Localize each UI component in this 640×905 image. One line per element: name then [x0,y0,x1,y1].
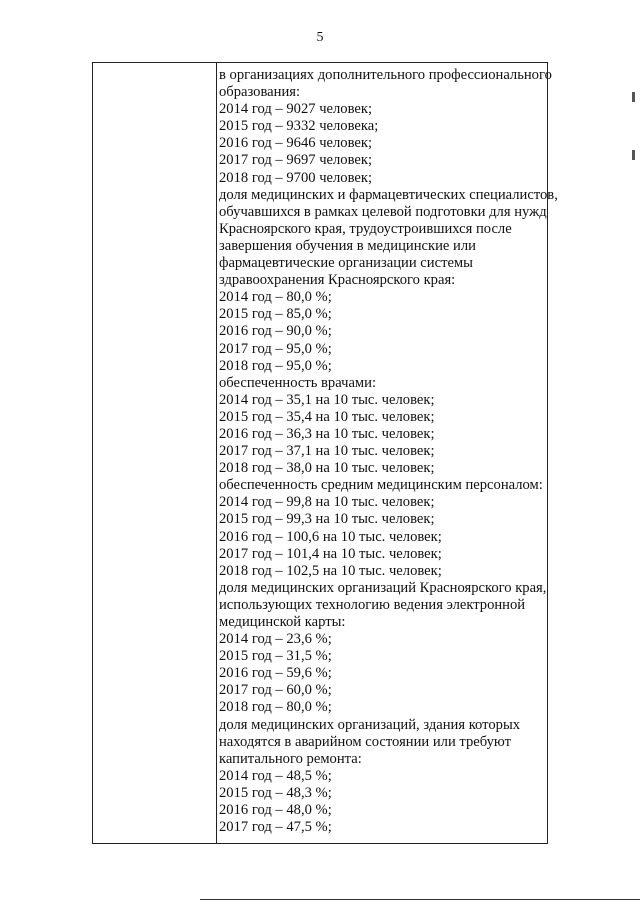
text-line: 2014 год – 9027 человек; [219,101,373,118]
text-line: 2015 год – 35,4 на 10 тыс. человек; [219,408,435,425]
text-line: 2018 год – 38,0 на 10 тыс. человек; [219,460,435,477]
text-line: 2016 год – 9646 человек; [219,135,373,152]
text-line: 2018 год – 9700 человек; [219,169,373,186]
text-line: 2016 год – 36,3 на 10 тыс. человек; [219,425,435,442]
scan-edge-mark [632,150,635,160]
text-line: 2015 год – 31,5 %; [219,648,332,665]
text-line: 2014 год – 23,6 %; [219,631,332,648]
text-line: медицинской карты: [219,614,346,630]
text-line: 2017 год – 37,1 на 10 тыс. человек; [219,443,435,460]
text-line: 2014 год – 80,0 %; [219,289,332,306]
text-line: 2018 год – 80,0 %; [219,699,332,716]
text-line: доля медицинских и фармацевтических специалистов, [219,186,558,203]
text-line: обучавшихся в рамках целевой подготовки для нужд [219,203,547,220]
text-line: обеспеченность врачами: [219,374,377,391]
text-line: 2018 год – 102,5 на 10 тыс. человек; [219,562,442,579]
text-line: 2014 год – 99,8 на 10 тыс. человек; [219,494,435,511]
text-line: использующих технологию ведения электронной [219,596,526,613]
scan-edge-mark [632,92,635,102]
text-line: 2015 год – 99,3 на 10 тыс. человек; [219,511,435,528]
text-line: 2017 год – 60,0 %; [219,682,332,699]
table-right-cell [219,67,558,836]
text-line: здравоохранения Красноярского края: [219,272,456,289]
text-line: в организациях дополнительного профессионального [219,67,552,83]
text-line: образования: [219,84,301,101]
text-line: 2015 год – 9332 человека; [219,118,379,135]
text-line: 2014 год – 35,1 на 10 тыс. человек; [219,391,435,408]
table-left-cell [93,63,217,843]
text-line: 2017 год – 95,0 %; [219,340,332,357]
text-line: капитального ремонта: [219,750,362,767]
text-line: 2018 год – 95,0 %; [219,357,332,374]
footer-rule [200,899,640,900]
text-line: 2014 год – 48,5 %; [219,767,332,784]
text-line: завершения обучения в медицинские или [219,237,476,254]
text-line: Красноярского края, трудоустроившихся после [219,220,512,237]
document-table [92,62,558,844]
text-line: 2017 год – 9697 человек; [219,152,373,169]
text-line: находятся в аварийном состоянии или требуют [219,733,512,750]
text-line: 2016 год – 90,0 %; [219,323,332,340]
text-line: фармацевтические организации системы [219,255,473,272]
page-number: 5 [316,30,324,45]
text-line: доля медицинских организаций Красноярского края, [219,579,547,596]
text-line: доля медицинских организаций, здания которых [219,716,521,733]
text-line: 2016 год – 100,6 на 10 тыс. человек; [219,528,442,545]
text-line: 2017 год – 101,4 на 10 тыс. человек; [219,545,442,562]
text-line: 2016 год – 48,0 %; [219,802,332,819]
text-line: 2017 год – 47,5 %; [219,819,332,836]
text-line: обеспеченность средним медицинским персоналом: [219,477,543,494]
text-line: 2015 год – 48,3 %; [219,784,332,801]
text-line: 2016 год – 59,6 %; [219,665,332,682]
text-line: 2015 год – 85,0 %; [219,306,332,323]
